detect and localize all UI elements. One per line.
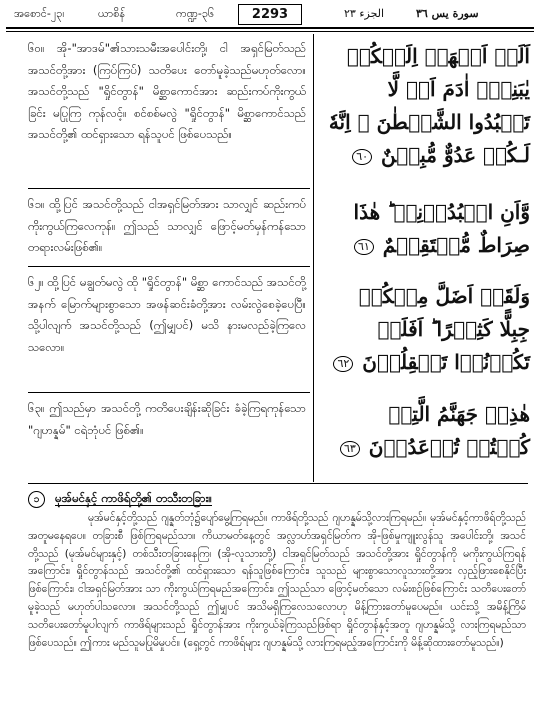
commentary-title: မုအ်မင်နှင့် ကာဖိရ်တို့၏ တသီးတခြား။ [55, 491, 212, 505]
header-rule [6, 27, 534, 29]
section-label: ကဏ္ဍ-၃၆ [176, 7, 215, 20]
verse-text: ဤသည်မှာ အသင်တို့ ကတိပေးချိန်းဆိုခြင်း ခံခဲ့ကြရကုန်သော "ဂျဟန္နမ်" ငရဲဘုံပင် ဖြစ်၏။ [28, 401, 306, 437]
verse-number: ၆၂။ [28, 275, 44, 289]
surah-name-burmese: ယာစိန် [98, 7, 126, 20]
verse-end-marker: ٦٠ [352, 149, 372, 165]
issue-label: အစောင်-၂၃၊ [14, 7, 65, 20]
verse-arabic-60 [322, 40, 530, 172]
arabic-text: وَلَقَدۡ اَضَلَّ مِنۡكُمۡ جِبِلًّا كَثِيۡرًا‌ ؕ اَفَلَمۡ تَكُوۡنُوۡا تَعۡقِلُوۡنَ [358, 284, 530, 374]
verse-separator [28, 266, 310, 267]
verse-arabic-62 [322, 280, 530, 379]
footnote-number: ၁ [28, 491, 45, 508]
verse-number: ၆၁။ [28, 197, 45, 211]
commentary-heading [28, 488, 212, 508]
column-divider [313, 34, 314, 482]
juz-label-arabic: الجزء ٢٣ [344, 7, 385, 20]
verse-text: အို-"အာဒမ်"၏သားသမီးအပေါင်းတို့၊ ငါ အရှင်မြတ်သည် အသင်တို့အား (ကြပ်ကြပ်) သတိပေး တော်မူခဲ့သည်မဟုတ်လော။ အသင်တို့သည် "ရှိုင်တွာန်" မိစ္ဆာကောင်အား ဆည်းကပ်ကိုးကွယ်ခြင်း မပြုကြ ကုန်လင့်။ စင်စစ်မလွဲ "ရှိုင်တွာန်" မိစ္ဆာကောင်သည် အသင်တို့၏ ထင်ရှားသော ရန်သူပင် ဖြစ်ပေသည်။ [28, 41, 306, 141]
verse-separator [28, 188, 310, 189]
commentary-body: မုအ်မင်နှင့်တို့သည် ဂျန္နတ်ဘုံ၌ပျော်မွေ့ကြရမည်။ ကာဖိရ်တို့သည် ဂျဟန္နမ်သို့လားကြရမည်။ မုအ်မင်နှင့်ကာဖိရ်တို့သည် အတူမနေရပေ။ တခြားစီ ဖြစ်ကြရမည်သာ။ ကိယာမတ်နေ့တွင် အလ္လာဟ်အရှင်မြတ်က အို-ဖြစ်မှုကျူးလွန်သူ အပေါင်းတို့၊ အသင်တို့သည် (မုအ်မင်များနှင့်) တစ်သီးတခြားနေကြ၊ (အို-လူသားတို့) ငါအရှင်မြတ်သည် အသင်တို့အား ရှိုင်တွာန်ကို မကိုးကွယ်ကြရန်အကြောင်း၊ ရှိုင်တွာန်သည် အသင်တို့၏ ထင်ရှားသော ရန်သူဖြစ်ကြောင်း၊ သူသည် များစွာသောလူသားတို့အား လှည့်ဖြားစေနိုင်ပြီးဖြစ်ကြောင်း၊ ငါအရှင်မြတ်အား သာ ကိုးကွယ်ကြရမည်အကြောင်း၊ ဤသည်သာ ဖြောင့်မတ်သော လမ်းစဉ်ဖြစ်ကြောင်း သတိပေးတော်မူခဲ့သည် မဟုတ်ပါသလော။ အသင်တို့သည် ဤမျှပင် အသိမရှိကြလေသလောဟု မိန့်ကြားတော်မူပေမည်။ ယင်းသို့ အမိန့်ကြိမ် သတိပေးတော်မူပါလျက် ကာဖိရ်များသည် ရှိုင်တွာန်အား ကိုးကွယ်ခဲ့ကြသည်ဖြစ်ရာ ရှိုင်တွာန်နှင့်အတူ ဂျဟန္နမ်သို့ လားကြရမည်သာ ဖြစ်ပေသည်။ ဤကား မည်သူမပြုမိမှုပင်။ (ရှေ့တွင် ကာဖိရ်များ ဂျဟန္နမ်သို့ လားကြရမည့်အကြောင်းကို မိန့်ဆိုထားတော်မူသည်။) [28, 512, 526, 649]
verse-number: ၆၀။ [28, 41, 45, 55]
header-rule-thin [6, 31, 534, 32]
verse-arabic-63 [322, 398, 530, 464]
arabic-text: هٰذِهٖ جَهَنَّمُ الَّتِىۡ كُنۡتُمۡ تُوۡعَدُوۡنَ [368, 402, 530, 459]
verse-end-marker: ٦٣ [340, 441, 360, 457]
verse-end-marker: ٦٢ [333, 356, 353, 372]
verse-translation-60 [28, 38, 306, 146]
verse-translation-62 [28, 272, 306, 358]
page-header [6, 4, 534, 26]
verse-end-marker: ٦١ [354, 239, 374, 255]
surah-name-arabic: سورة يس ٣٦ [416, 7, 479, 20]
verse-text: ထို့ပြင် အသင်တို့သည် ငါအရှင်မြတ်အား သာလျှင် ဆည်းကပ်ကိုးကွယ်ကြလေကုန်။ ဤသည် သာလျှင် ဖြောင့်မတ်မှန်ကန်သော တရားလမ်းဖြစ်၏။ [28, 197, 307, 254]
verse-translation-63 [28, 398, 306, 441]
verse-translation-61 [28, 194, 306, 259]
commentary-rule [28, 483, 528, 484]
verse-arabic-61 [322, 196, 530, 262]
verse-number: ၆၃။ [28, 401, 45, 415]
arabic-text: اَلَمۡ اَعۡهَدۡ اِلَيۡكُمۡ يٰبَنِىۡۤ اٰدَمَ اَنۡ لَّا تَعۡبُدُوا الشَّيۡطٰنَ‌ ۚ اِنَّهٗ لَـكُمۡ عَدُوٌّ مُّبِيۡنٌ [328, 44, 530, 167]
verse-text: ထို့ပြင် မချွတ်မလွဲ ထို "ရှိုင်တွာန်" မိစ္ဆာ ကောင်သည် အသင်တို့အနက် မြောက်များစွာသော အဖန်ဆင်းခံတို့အား လမ်းလွဲစေခဲ့ပေပြီ။ သို့ပါလျက် အသင်တို့သည် (ဤမျှပင်) မသိ နားမလည်ခဲ့ကြလေ သလော။ [28, 275, 306, 354]
arabic-text: وَّاَنِ اعۡبُدُوۡنِىۡ‌ ؕ هٰذَا صِرَاطٌ مُّسۡتَقِيۡمٌ [353, 200, 530, 257]
page-number: 2293 [238, 4, 302, 25]
verse-separator [28, 392, 310, 393]
